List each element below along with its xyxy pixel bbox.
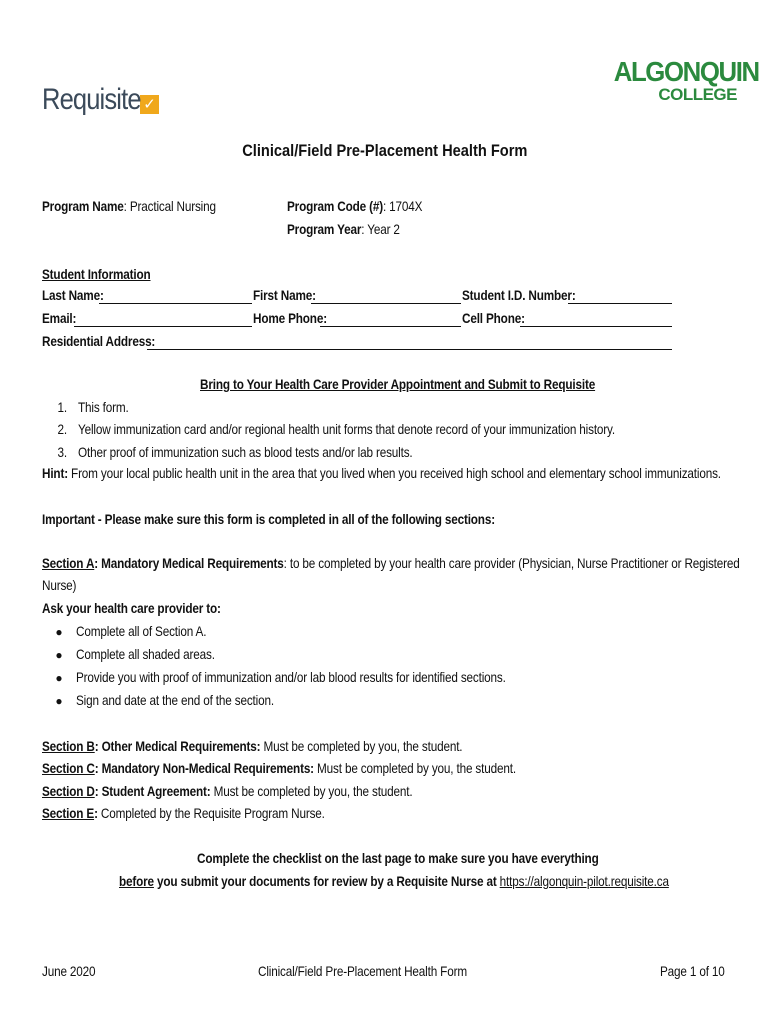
bring-heading: Bring to Your Health Care Provider Appointment and Submit to Requisite — [200, 376, 596, 392]
program-code-label: Program Code (#) — [287, 198, 383, 214]
footer-page: Page 1 of 10 — [660, 963, 725, 979]
section-a-text-cont: Nurse) — [42, 577, 77, 593]
program-code — [287, 198, 448, 216]
cell-phone-field[interactable] — [520, 326, 672, 327]
algonquin-logo-bottom: COLLEGE — [658, 85, 737, 104]
program-year — [287, 221, 421, 239]
list-item: ● Complete all of Section A. — [42, 623, 588, 646]
algonquin-logo-top: ALGONQUIN — [613, 56, 759, 87]
program-name-label: Program Name — [42, 198, 124, 214]
requisite-logo — [42, 83, 159, 117]
section-d: Section D: Student Agreement: Must be completed by you, the student. — [42, 783, 413, 799]
section-e: Section E: Completed by the Requisite Program Nurse. — [42, 805, 325, 821]
last-name-label: Last Name: — [42, 287, 104, 303]
bring-list — [42, 399, 717, 466]
bullet-icon: ● — [55, 694, 63, 708]
program-year-value: : Year 2 — [361, 221, 400, 237]
program-name — [42, 198, 249, 216]
list-item: ● Complete all shaded areas. — [42, 646, 588, 669]
list-item: 3. Other proof of immunization such as blood tests and/or lab results. — [42, 444, 413, 460]
list-item: 1. This form. — [42, 399, 129, 415]
student-id-label: Student I.D. Number: — [462, 287, 576, 303]
student-id-field[interactable] — [568, 303, 672, 304]
hint-text: From your local public health unit in the area that you lived when you received high school and elementary school immunizations. — [67, 465, 721, 481]
list-item: ● Sign and date at the end of the section. — [42, 692, 588, 715]
section-a-title: : Mandatory Medical Requirements — [94, 555, 284, 571]
program-code-value: : 1704X — [382, 198, 423, 214]
form-title: Clinical/Field Pre-Placement Health Form — [242, 141, 528, 160]
home-phone-field[interactable] — [320, 326, 461, 327]
list-item: ● Provide you with proof of immunization and/or lab blood results for identified sections. — [42, 669, 588, 692]
requisite-link[interactable]: https://algonquin-pilot.requisite.ca — [499, 873, 669, 889]
last-name-field[interactable] — [99, 303, 252, 304]
home-phone-label: Home Phone: — [253, 310, 327, 326]
ask-heading: Ask your health care provider to: — [42, 600, 221, 616]
section-b: Section B: Other Medical Requirements: Must be completed by you, the student. — [42, 738, 463, 754]
address-label: Residential Address: — [42, 333, 156, 349]
footer-title: Clinical/Field Pre-Placement Health Form — [258, 963, 467, 979]
section-a-text: : to be completed by your health care provider (Physician, Nurse Practitioner or Registered — [283, 555, 740, 571]
section-c: Section C: Mandatory Non-Medical Requirements: Must be completed by you, the student. — [42, 760, 516, 776]
hint — [42, 465, 770, 483]
program-name-value: : Practical Nursing — [123, 198, 216, 214]
section-a-label: Section A — [42, 555, 95, 571]
list-item: 2. Yellow immunization card and/or regional health unit forms that denote record of your immunization history. — [42, 421, 615, 437]
address-field[interactable] — [147, 349, 672, 350]
section-a — [42, 555, 770, 573]
ask-list — [42, 623, 588, 715]
algonquin-logo — [603, 56, 759, 104]
checklist-line1: Complete the checklist on the last page to make sure you have everything — [197, 850, 599, 866]
email-field[interactable] — [74, 326, 252, 327]
first-name-field[interactable] — [311, 303, 461, 304]
cell-phone-label: Cell Phone: — [462, 310, 525, 326]
footer-date: June 2020 — [42, 963, 96, 979]
email-label: Email: — [42, 310, 77, 326]
bullet-icon: ● — [55, 625, 63, 639]
program-year-label: Program Year — [287, 221, 362, 237]
before-text: before — [119, 873, 154, 889]
hint-label: Hint: — [42, 465, 68, 481]
bullet-icon: ● — [55, 671, 63, 685]
first-name-label: First Name: — [253, 287, 316, 303]
bullet-icon: ● — [55, 648, 63, 662]
student-info-heading: Student Information — [42, 266, 151, 282]
important-note: Important - Please make sure this form is completed in all of the following sections: — [42, 511, 495, 527]
check-icon: ✓ — [140, 95, 159, 114]
requisite-logo-text: Requisite — [42, 83, 141, 116]
checklist-line2: before you submit your documents for review by a Requisite Nurse at https://algonquin-pilot.requisite.ca — [119, 873, 669, 889]
